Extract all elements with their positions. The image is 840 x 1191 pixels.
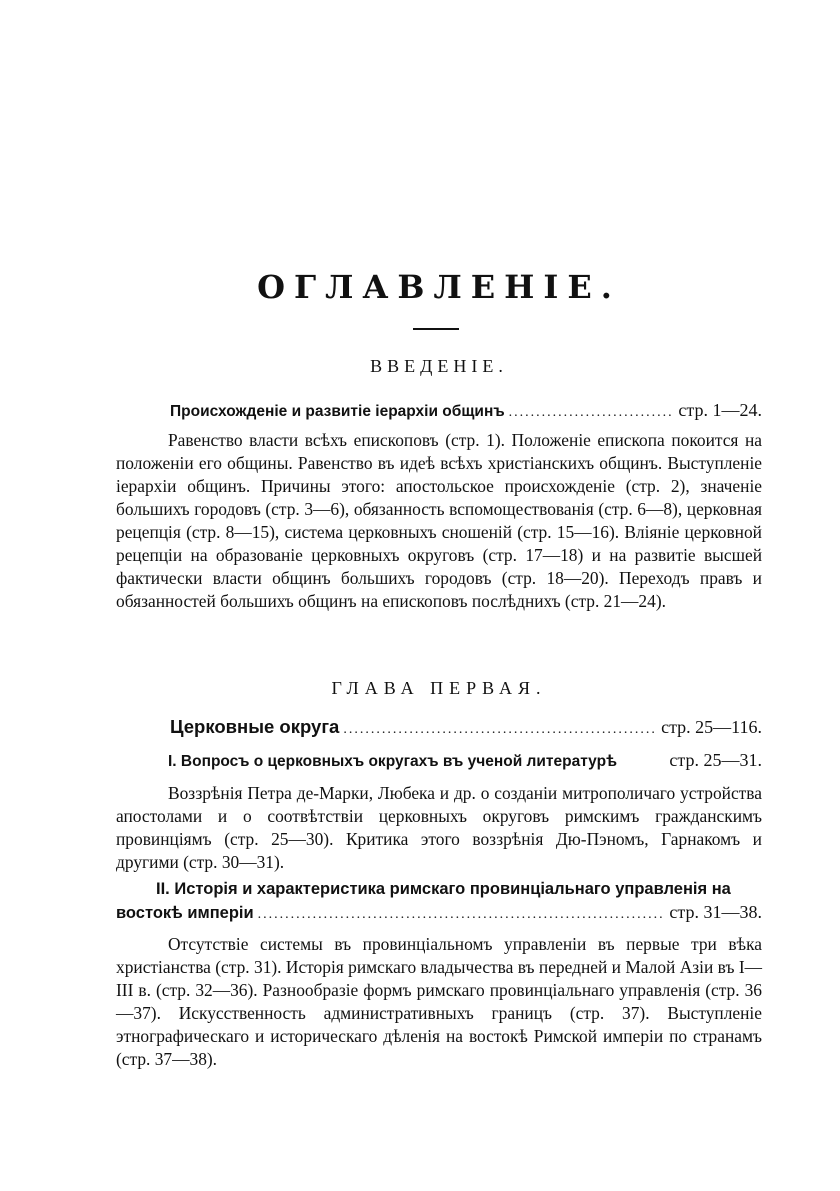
section2-entry	[116, 902, 762, 923]
chapter1-entry-pages: стр. 25—116.	[661, 717, 762, 737]
section2-title-line1: II. Исторія и характеристика римскаго провинціальнаго управленія на	[156, 880, 731, 898]
leader-dots	[258, 907, 666, 923]
section1-entry	[116, 750, 762, 771]
intro-entry-title: Происхожденіе и развитіе іерархіи общинъ	[170, 403, 505, 420]
intro-body: Равенство власти всѣхъ епископовъ (стр. 1). Положеніе епископа покоится на положеніи его общины. Равенство въ идеѣ всѣхъ христіанскихъ общинъ. Выступленіе іерархіи общинъ. Причины этого: апостольское происхожденіе (стр. 2), значеніе большихъ городовъ (стр. 3—6), обязанность вспомоществованія (стр. 6—8), церковная рецепція (стр. 8—15), система церковныхъ сношеній (стр. 15—16). Вліяніе церковной рецепціи на образованіе церковныхъ округовъ (стр. 17—18) и на развитіе высшей фактически власти общинъ большихъ городовъ (стр. 18—20). Переходъ правъ и обязанностей большихъ общинъ на епископовъ послѣднихъ (стр. 21—24).	[116, 430, 762, 611]
page-title: ОГЛАВЛЕНІЕ.	[257, 268, 621, 306]
intro-entry-pages: стр. 1—24.	[678, 400, 762, 420]
chapter1-entry	[116, 716, 762, 738]
intro-heading: ВВЕДЕНІЕ.	[370, 356, 508, 376]
chapter1-entry-title: Церковные округа	[170, 716, 340, 737]
section2-title-line2: востокѣ имперіи	[116, 904, 254, 922]
section1-pages: стр. 25—31.	[669, 750, 762, 770]
section2-pages: стр. 31—38.	[669, 902, 762, 922]
leader-dots	[343, 722, 657, 738]
section1-title: I. Вопросъ о церковныхъ округахъ въ ученой литературѣ	[168, 753, 617, 770]
section1-body: Воззрѣнія Петра де-Марки, Любека и др. о созданіи митрополичаго устройства апостолами и о соотвѣтствіи церковныхъ округовъ римскимъ гражданскимъ провинціямъ (стр. 25—30). Критика этого воззрѣнія Дю-Пэномъ, Гарнакомъ и другими (стр. 30—31).	[116, 783, 762, 872]
chapter1-heading: ГЛАВА ПЕРВАЯ.	[331, 678, 547, 698]
intro-entry	[116, 400, 762, 421]
section2-body: Отсутствіе системы въ провинціальномъ управленіи въ первые три вѣка христіанства (стр. 31). Исторія римскаго владычества въ передней и Малой Азіи въ I—III в. (стр. 32—36). Разнообразіе формъ римскаго провинціальнаго управленія (стр. 36—37). Искусственность административныхъ границъ (стр. 37). Выступленіе этнографическаго и историческаго дѣленія на востокѣ Римской имперіи по странамъ (стр. 37—38).	[116, 934, 762, 1069]
title-rule	[413, 328, 459, 330]
leader-dots	[509, 405, 675, 421]
